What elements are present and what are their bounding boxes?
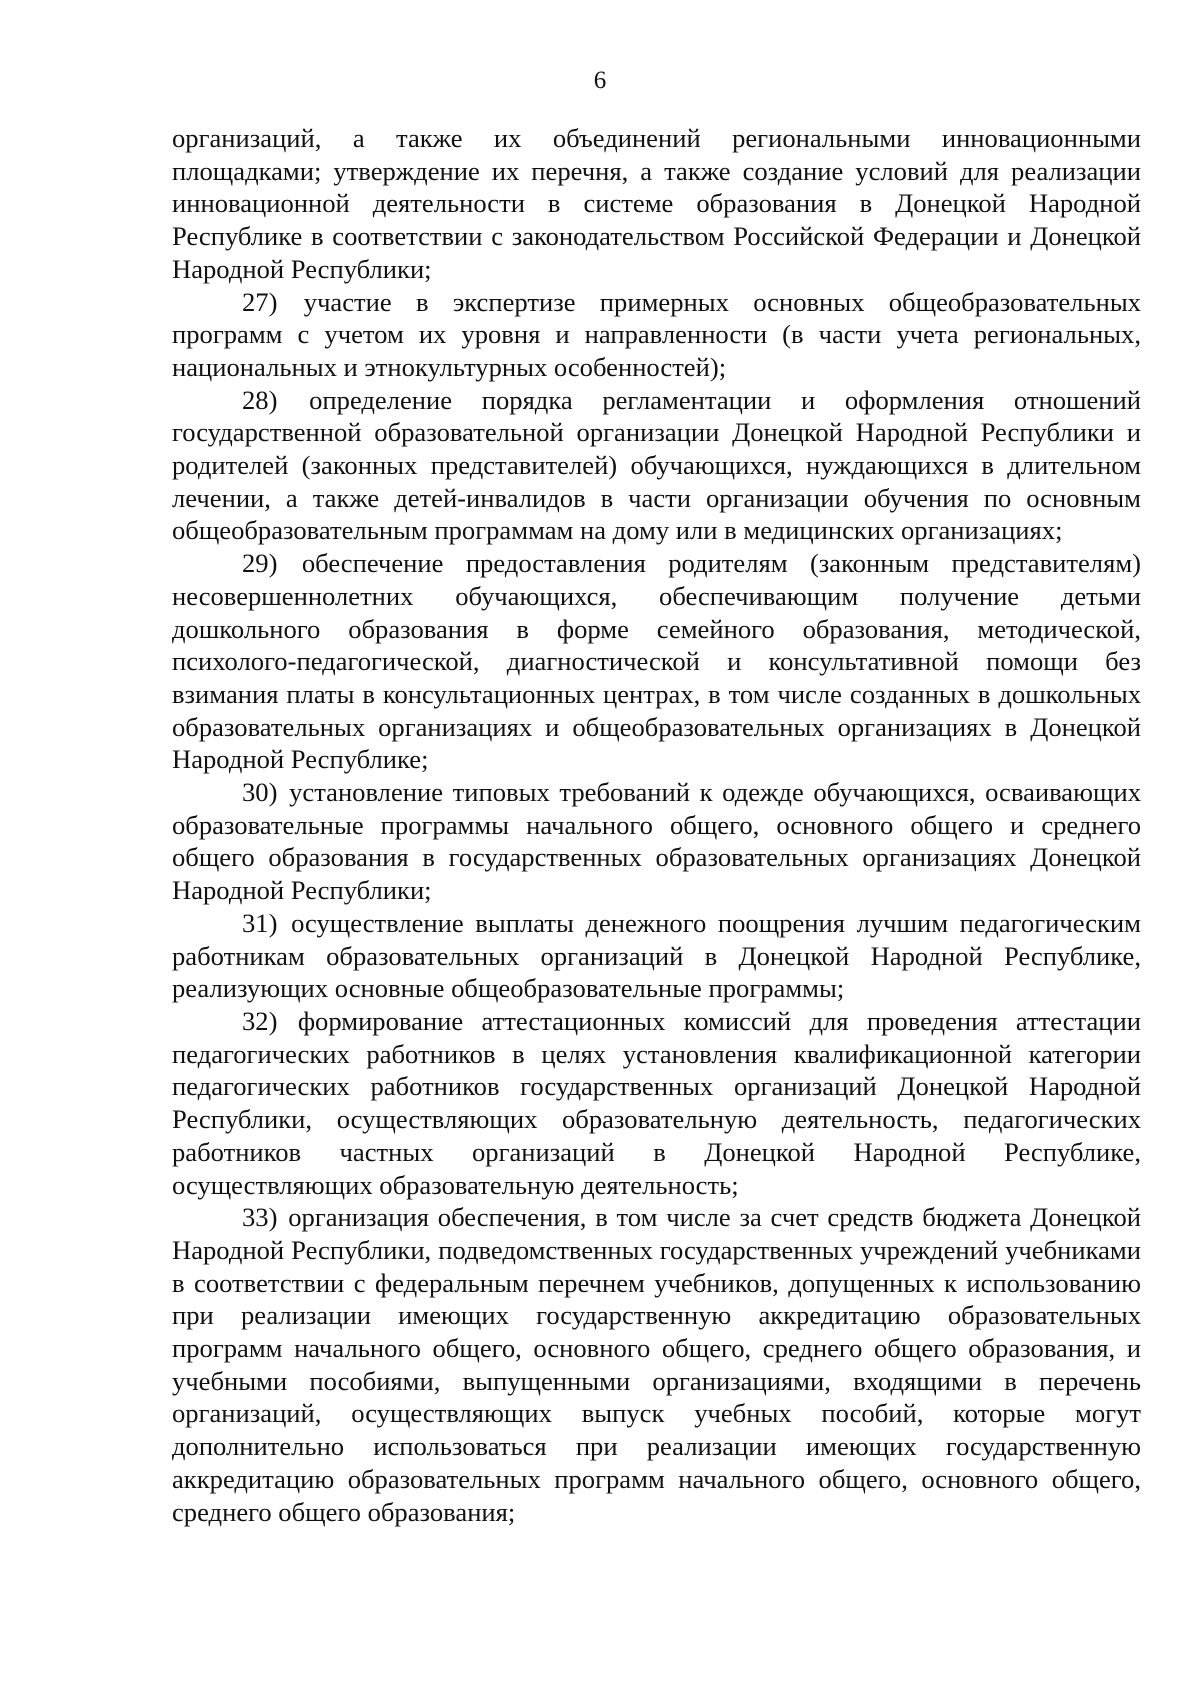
paragraph-item-30 [172,776,1141,907]
item-number: 28) [242,384,278,415]
paragraph-text: организаций, а также их объединений региональными инновационными площадками; утверждение их перечня, а также создание условий для реализации инновационной деятельности в системе образования в Донецкой Народной Республике в соответствии с законодательством Российской Федерации и Донецкой Народной Республики; [172,123,1141,284]
item-number: 32) [242,1005,278,1036]
paragraph-text: участие в экспертизе примерных основных общеобразовательных программ с учетом их уровня и направленности (в части учета региональных, национальных и этнокультурных особенностей); [172,286,1141,382]
paragraph-text: установление типовых требований к одежде обучающихся, осваивающих образовательные программы начального общего, основного общего и среднего общего образования в государственных образовательных организациях Донецкой Народной Республики; [172,777,1141,906]
document-body [172,122,1141,1528]
item-number: 33) [242,1202,278,1233]
paragraph-continuation [172,122,1141,286]
paragraph-text: определение порядка регламентации и оформления отношений государственной образовательной организации Донецкой Народной Республики и родителей (законных представителей) обучающихся, нуждающихся в длительном лечении, а также детей-инвалидов в части организации обучения по основным общеобразовательным программам на дому или в медицинских организациях; [172,384,1141,546]
item-number: 27) [242,286,278,317]
paragraph-item-31 [172,907,1141,1005]
item-number: 30) [242,777,278,808]
item-number: 31) [242,907,278,938]
paragraph-item-29 [172,547,1141,776]
paragraph-item-32 [172,1005,1141,1201]
item-number: 29) [242,548,278,579]
paragraph-item-28 [172,384,1141,548]
paragraph-text: осуществление выплаты денежного поощрения лучшим педагогическим работникам образовательных организаций в Донецкой Народной Республике, реализующих основные общеобразовательные программы; [172,907,1141,1004]
paragraph-text: организация обеспечения, в том числе за счет средств бюджета Донецкой Народной Республики, подведомственных государственных учреждений учебниками в соответствии с федеральным перечнем учебников, допущенных к использованию при реализации имеющих государственную аккредитацию образовательных программ начального общего, основного общего, среднего общего образования, и учебными пособиями, выпущенными организациями, входящими в перечень организаций, осуществляющих выпуск учебных пособий, которые могут дополнительно использоваться при реализации имеющих государственную аккредитацию образовательных программ начального общего, основного общего, среднего общего образования; [172,1202,1141,1527]
paragraph-item-33 [172,1201,1141,1528]
page-number: 6 [593,67,607,94]
paragraph-text: формирование аттестационных комиссий для проведения аттестации педагогических работников в целях установления квалификационной категории педагогических работников государственных организаций Донецкой Народной Республики, осуществляющих образовательную деятельность, педагогических работников частных организаций в Донецкой Народной Республике, осуществляющих образовательную деятельность; [172,1005,1141,1200]
paragraph-text: обеспечение предоставления родителям (законным представителям) несовершеннолетних обучающихся, обеспечивающим получение детьми дошкольного образования в форме семейного образования, методической, психолого-педагогической, диагностической и консультативной помощи без взимания платы в консультационных центрах, в том числе созданных в дошкольных образовательных организациях и общеобразовательных организациях в Донецкой Народной Республике; [172,548,1141,775]
paragraph-item-27 [172,286,1141,384]
